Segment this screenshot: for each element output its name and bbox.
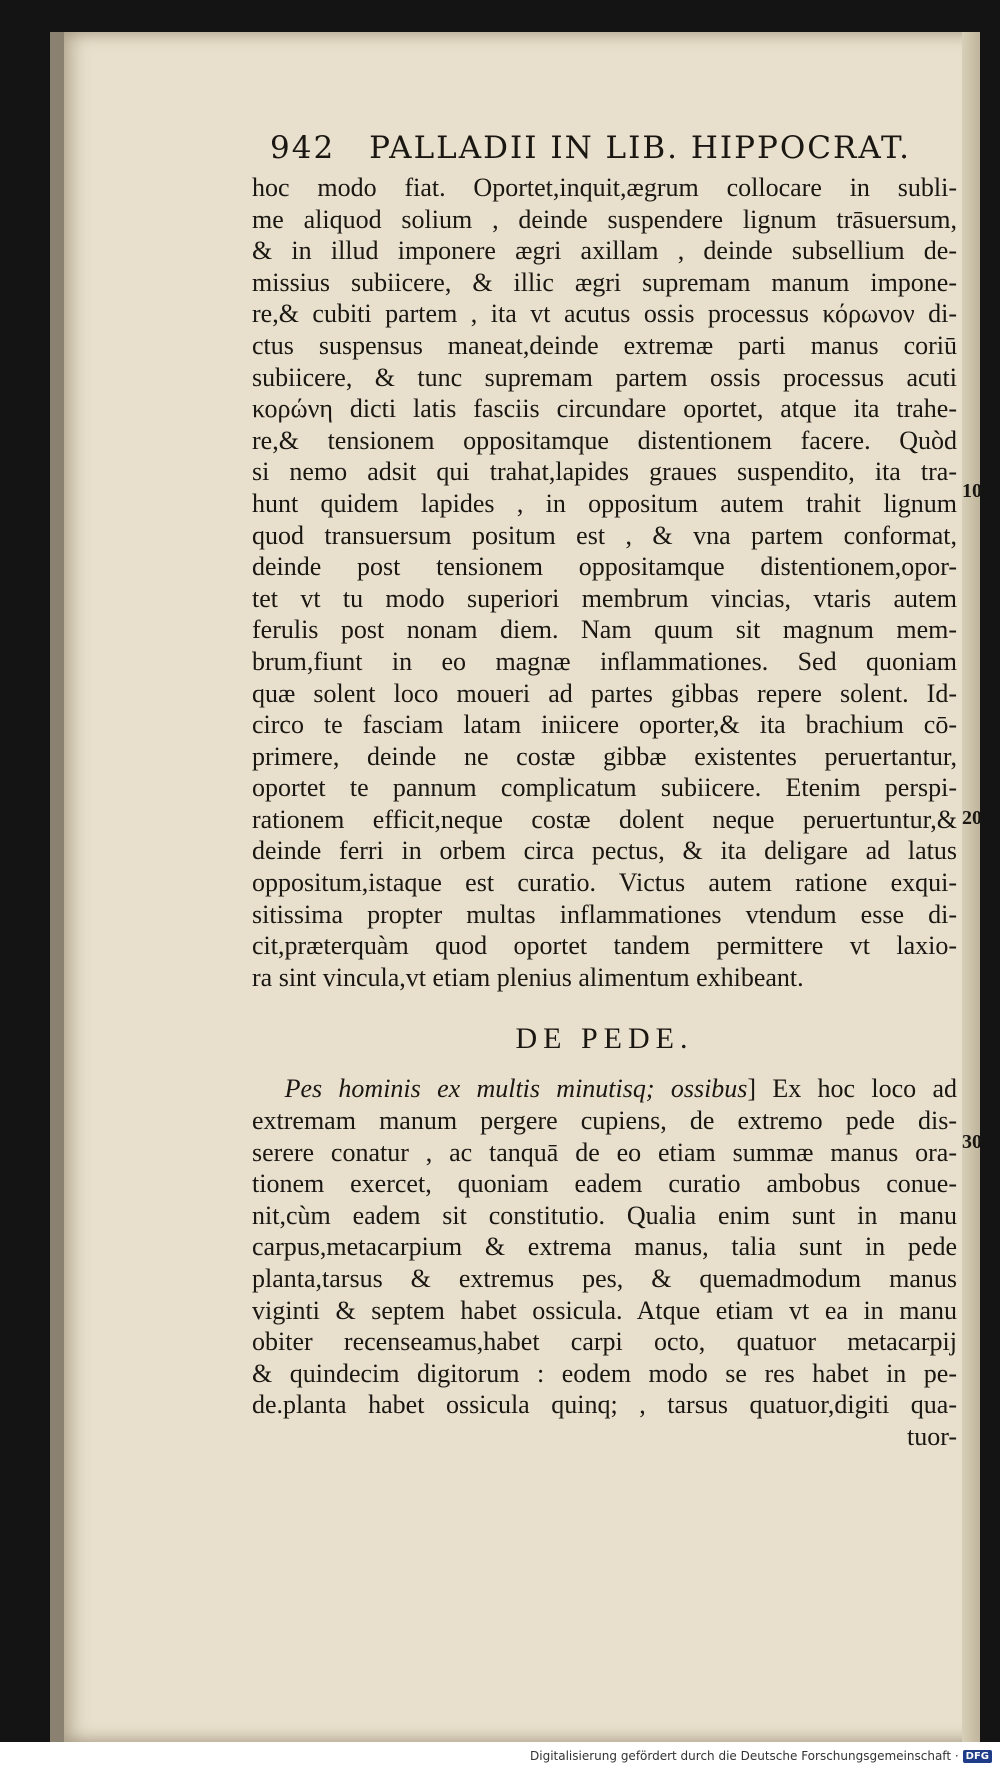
lemma-continuation: ] Ex hoc loco ad — [747, 1074, 957, 1104]
page-edge — [962, 32, 980, 1742]
digitization-credit — [530, 1749, 992, 1763]
text-line: serere conatur , ac tanquā de eo etiam summæ manus ora- — [252, 1137, 957, 1167]
dfg-logo-icon: DFG — [963, 1750, 992, 1763]
text-line: deinde ferri in orbem circa pectus, & ita deligare ad latus — [252, 836, 957, 866]
text-line: brum,fiunt in eo magnæ inflammationes. Sed quoniam — [252, 646, 957, 676]
margin-line-number: 30 — [962, 1131, 982, 1153]
page-body — [252, 172, 957, 1453]
text-line: κορώνη dicti latis fasciis circundare oportet, atque ita trahe- — [252, 394, 957, 424]
text-line: missius subiicere, & illic ægri supremam manum impone- — [252, 267, 957, 297]
text-line: re,& cubiti partem , ita vt acutus ossis processus κόρωνον di- — [252, 299, 957, 329]
text-line: ferulis post nonam diem. Nam quum sit magnum mem- — [252, 615, 957, 645]
text-line: extremam manum pergere cupiens, de extremo pede dis- — [252, 1106, 957, 1136]
running-title: PALLADII IN LIB. HIPPOCRAT. — [369, 130, 912, 166]
text-line: deinde post tensionem oppositamque distentionem,opor- — [252, 552, 957, 582]
text-line: oportet te pannum complicatum subiicere. Etenim perspi- — [252, 773, 957, 803]
credit-text: Digitalisierung gefördert durch die Deutsche Forschungsgemeinschaft · — [530, 1749, 959, 1763]
margin-line-number: 10 — [962, 480, 982, 502]
catchword: tuor- — [906, 1421, 957, 1451]
text-line: & in illud imponere ægri axillam , deinde subsellium de- — [252, 236, 957, 266]
text-line: hoc modo fiat. Oportet,inquit,ægrum collocare in subli- — [252, 173, 957, 202]
text-line: rationem efficit,neque costæ dolent neque peruertuntur,& — [252, 804, 957, 834]
margin-line-number: 20 — [962, 807, 982, 829]
text-line: re,& tensionem oppositamque distentionem facere. Quòd — [252, 425, 957, 455]
text-line: carpus,metacarpium & extrema manus, talia sunt in pede — [252, 1232, 957, 1262]
text-line: ctus suspensus maneat,deinde extremæ parti manus coriū — [252, 330, 957, 360]
text-line: ra sint vincula,vt etiam plenius alimentum exhibeant. — [252, 962, 804, 992]
text-line: si nemo adsit qui trahat,lapides graues suspendito, ita tra- — [252, 457, 957, 487]
section-heading: DE PEDE. — [515, 1022, 694, 1056]
text-line: primere, deinde ne costæ gibbæ existentes peruertantur, — [252, 741, 957, 771]
running-header — [270, 130, 950, 166]
text-line: oppositum,istaque est curatio. Victus autem ratione exqui- — [252, 868, 957, 898]
text-line: quod transuersum positum est , & vna partem conformat, — [252, 520, 957, 550]
page-number: 942 — [270, 130, 336, 166]
text-line: me aliquod solium , deinde suspendere lignum trāsuersum, — [252, 204, 957, 234]
text-line: circo te fasciam latam iniicere oporter,& ita brachium cō- — [252, 710, 957, 740]
text-line: quæ solent loco moueri ad partes gibbas repere solent. Id- — [252, 678, 957, 708]
text-line: nit,cùm eadem sit constitutio. Qualia enim sunt in manu — [252, 1200, 957, 1230]
text-line: & quindecim digitorum : eodem modo se res habet in pe- — [252, 1358, 957, 1388]
text-line-lemma — [252, 1073, 957, 1105]
text-line: planta,tarsus & extremus pes, & quemadmodum manus — [252, 1264, 957, 1293]
text-line: obiter recenseamus,habet carpi octo, quatuor metacarpij — [252, 1327, 957, 1357]
text-line: de.planta habet ossicula quinq; , tarsus quatuor,digiti qua- — [252, 1390, 957, 1420]
text-line: sitissima propter multas inflammationes vtendum esse di- — [252, 899, 957, 929]
text-line: tet vt tu modo superiori membrum vincias, vtaris autem — [252, 583, 957, 613]
paragraph-1 — [252, 172, 957, 993]
text-line: hunt quidem lapides , in oppositum autem trahit lignum — [252, 488, 957, 518]
paragraph-2 — [252, 1073, 957, 1452]
text-line: viginti & septem habet ossicula. Atque etiam vt ea in manu — [252, 1295, 957, 1325]
lemma: Pes hominis ex multis minutisq; ossibus — [284, 1074, 748, 1104]
text-line: tionem exercet, quoniam eadem curatio ambobus conue- — [252, 1169, 957, 1199]
text-line: subiicere, & tunc supremam partem ossis processus acuti — [252, 362, 957, 392]
text-line: cit,præterquàm quod oportet tandem permittere vt laxio- — [252, 931, 957, 961]
